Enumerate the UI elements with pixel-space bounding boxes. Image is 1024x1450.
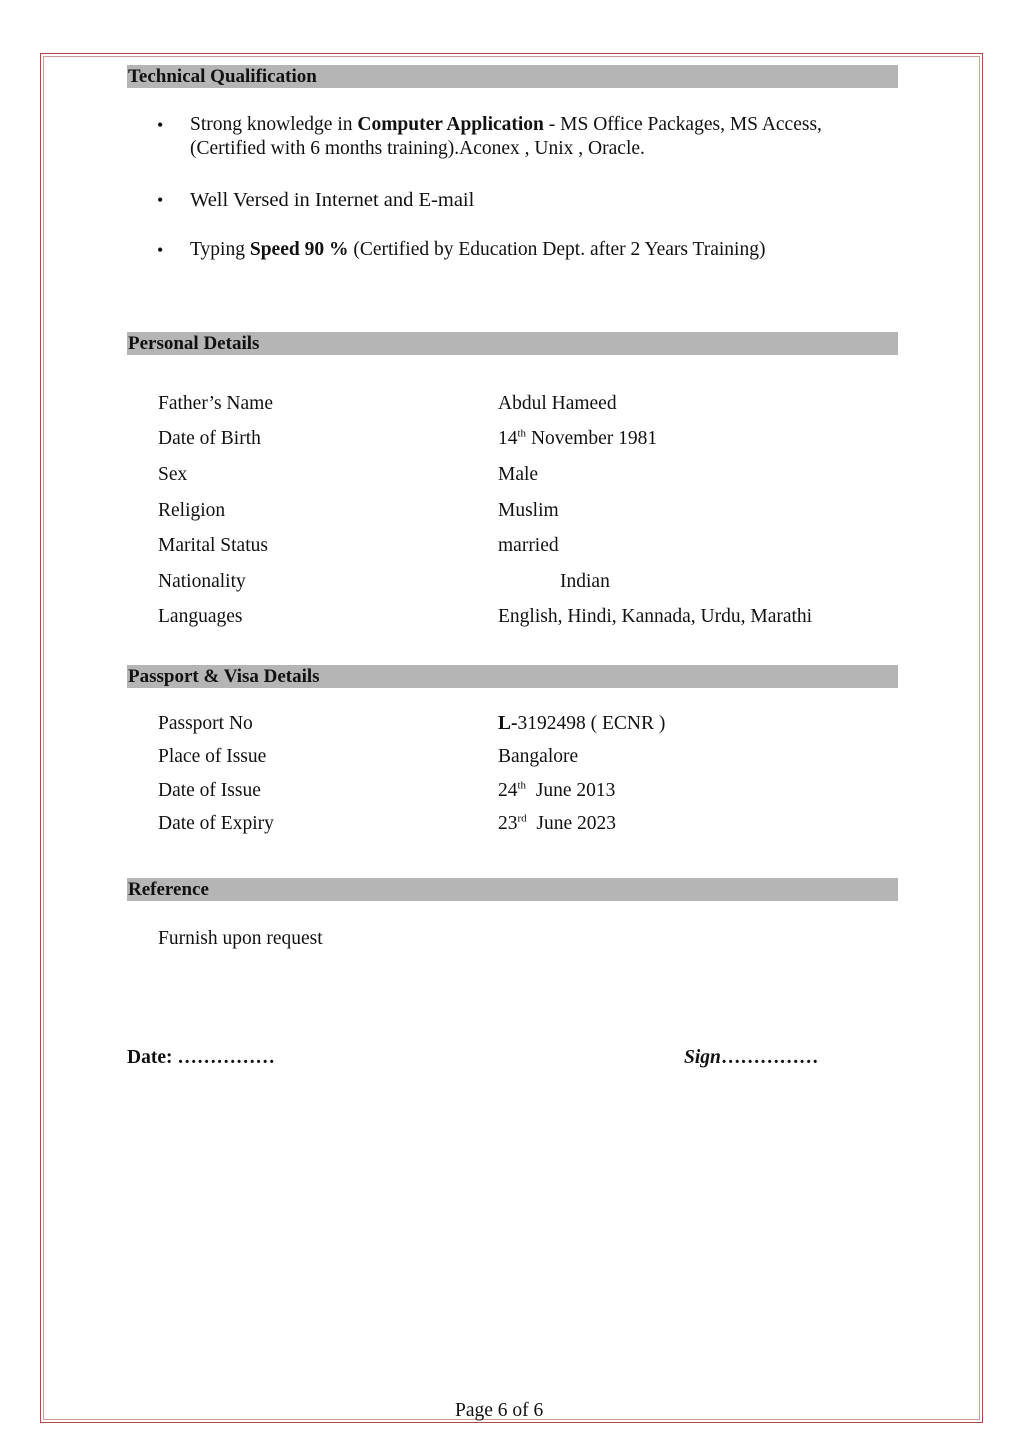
passport-number: 3192498 ( ECNR ) — [517, 713, 666, 734]
passport-row-passport-no — [158, 711, 898, 737]
passport-row-date-of-issue — [158, 778, 898, 804]
bullet-text-pre: Strong knowledge in — [190, 114, 358, 135]
date-rest: June 2023 — [526, 813, 617, 834]
passport-row-date-of-expiry — [158, 811, 898, 837]
personal-row-date-of-birth — [158, 426, 898, 452]
date-suffix: th — [517, 427, 527, 440]
field-value: Muslim — [498, 500, 559, 521]
date-day: 24 — [498, 780, 518, 801]
field-label: Place of Issue — [158, 746, 267, 767]
field-value: Abdul Hameed — [498, 393, 617, 414]
bullet-text-bold: Speed 90 % — [249, 239, 349, 260]
personal-row-fathers-name — [158, 391, 898, 417]
date-label: Date: …………… — [127, 1047, 275, 1068]
bullet-text-pre: Typing — [190, 239, 250, 260]
field-value — [498, 811, 616, 837]
field-label: Date of Expiry — [158, 813, 274, 834]
passport-prefix: L- — [498, 713, 518, 734]
date-rest: November 1981 — [526, 428, 658, 449]
field-value: Male — [498, 464, 539, 485]
field-label: Marital Status — [158, 535, 268, 556]
field-label: Passport No — [158, 713, 253, 734]
date-suffix: rd — [517, 812, 527, 825]
section-header-technical-qualification: Technical Qualification — [127, 65, 898, 88]
field-value — [498, 426, 657, 452]
personal-row-nationality — [158, 569, 898, 595]
reference-text: Furnish upon request — [158, 928, 323, 949]
bullet-icon: • — [157, 190, 164, 210]
field-value: Indian — [560, 571, 610, 592]
section-header-personal-details: Personal Details — [127, 332, 898, 355]
bullet-icon: • — [157, 115, 164, 135]
field-label: Date of Issue — [158, 780, 261, 801]
field-value: married — [498, 535, 559, 556]
date-day: 14 — [498, 428, 518, 449]
bullet-text-post: - MS Office Packages, MS Access, — [543, 114, 822, 135]
bullet-icon: • — [157, 240, 164, 260]
field-label: Sex — [158, 464, 188, 485]
signature-field — [684, 1046, 818, 1070]
field-label: Father’s Name — [158, 393, 273, 414]
field-value: English, Hindi, Kannada, Urdu, Marathi — [498, 606, 813, 627]
section-header-reference: Reference — [127, 878, 898, 901]
field-value: Bangalore — [498, 746, 579, 767]
field-value — [498, 778, 615, 804]
personal-row-marital-status — [158, 533, 898, 559]
date-suffix: th — [517, 779, 527, 792]
sign-dots: …………… — [720, 1047, 819, 1068]
field-label: Religion — [158, 500, 226, 521]
personal-row-languages — [158, 604, 898, 630]
field-label: Date of Birth — [158, 428, 261, 449]
date-rest: June 2013 — [526, 780, 616, 801]
field-label: Languages — [158, 606, 243, 627]
page-number: Page 6 of 6 — [455, 1400, 544, 1421]
field-label: Nationality — [158, 571, 246, 592]
bullet-text: Well Versed in Internet and E-mail — [190, 189, 475, 211]
date-day: 23 — [498, 813, 518, 834]
bullet-text-line2: (Certified with 6 months training).Aconex , Unix , Oracle. — [190, 138, 645, 159]
sign-label: Sign — [684, 1047, 721, 1068]
passport-row-place-of-issue — [158, 744, 898, 770]
bullet-text-post: (Certified by Education Dept. after 2 Years Training) — [348, 239, 766, 260]
personal-row-religion — [158, 498, 898, 524]
section-header-passport-visa: Passport & Visa Details — [127, 665, 898, 688]
bullet-text-bold: Computer Application — [357, 114, 544, 135]
personal-row-sex — [158, 462, 898, 488]
field-value — [498, 711, 665, 737]
